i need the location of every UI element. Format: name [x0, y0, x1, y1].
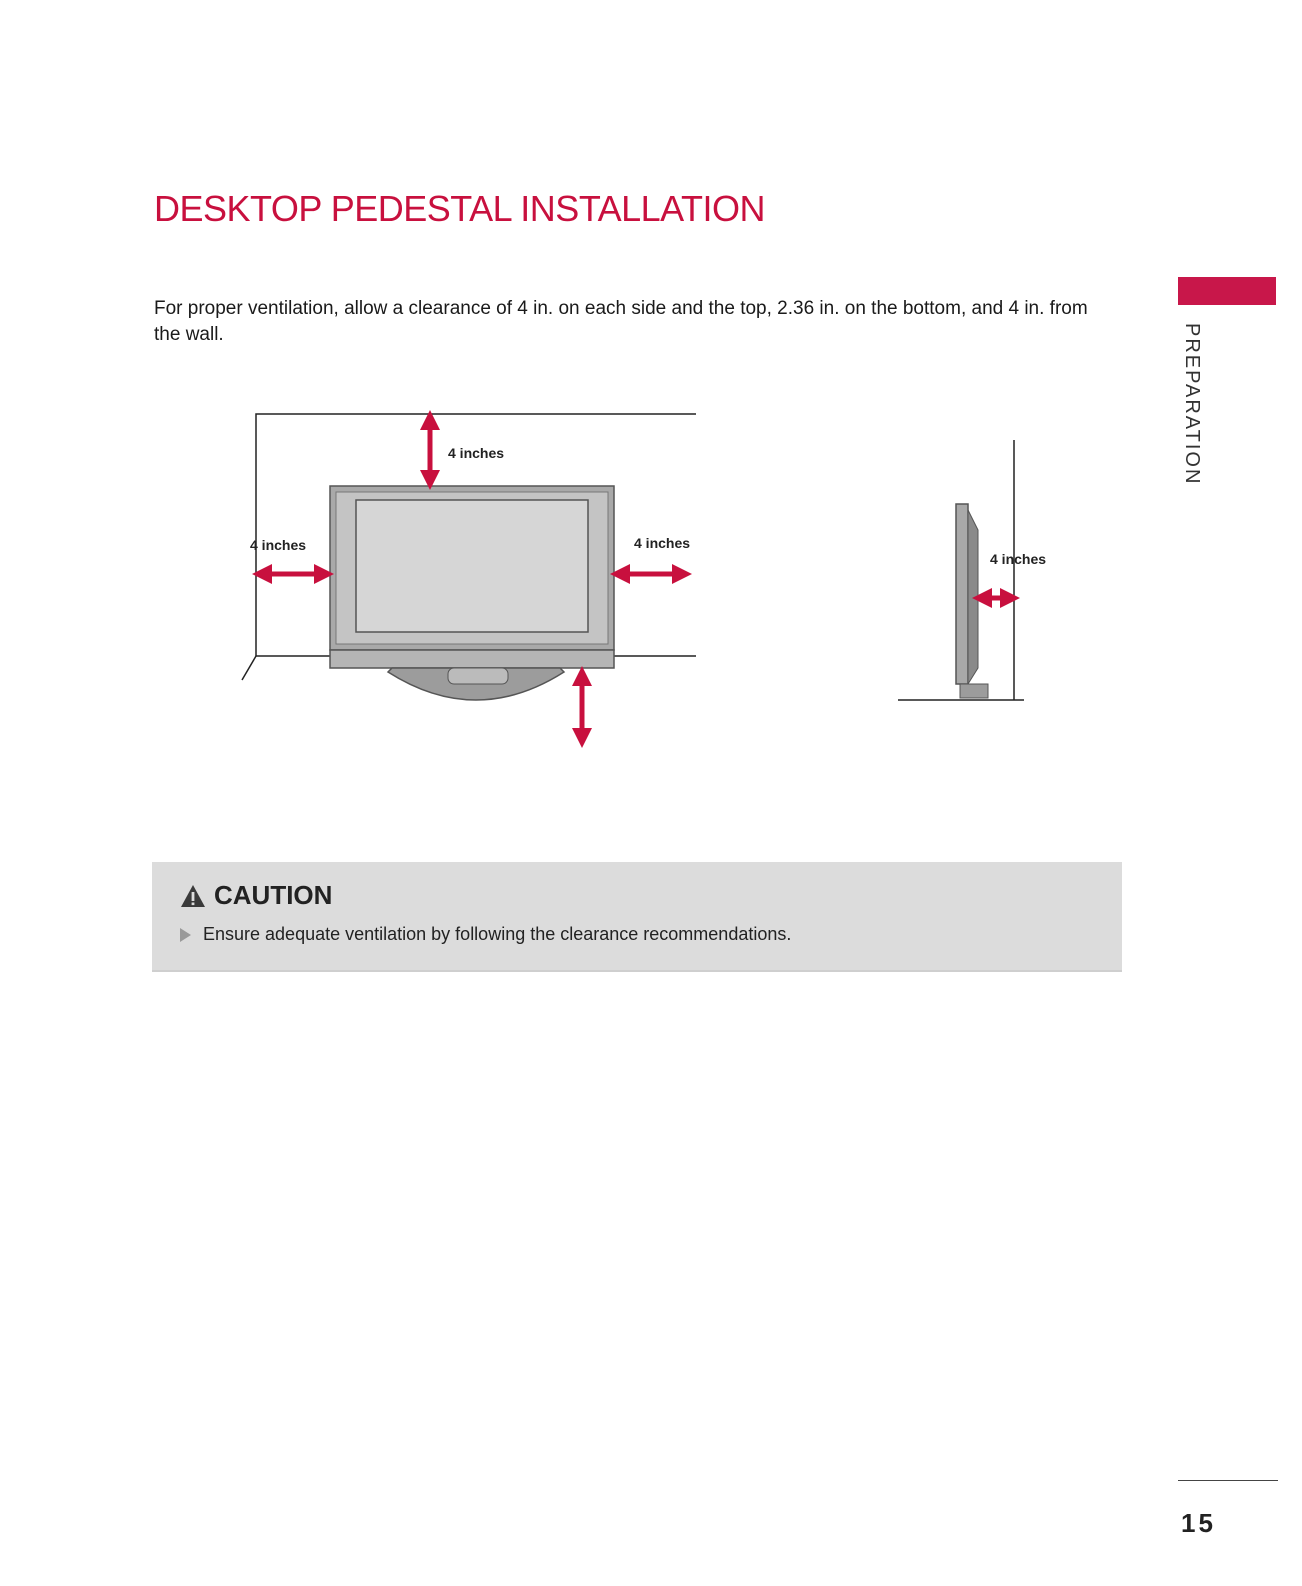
right-clearance-label: 4 inches	[634, 535, 691, 551]
bullet-arrow-icon	[180, 928, 191, 942]
footer-rule	[1178, 1480, 1278, 1481]
page-number: 15	[1181, 1508, 1216, 1538]
intro-paragraph: For proper ventilation, allow a clearance of 4 in. on each side and the top, 2.36 in. on the bottom, and 4 in. from the wall.	[154, 298, 1088, 345]
warning-triangle-icon	[180, 884, 206, 908]
caution-item-text: Ensure adequate ventilation by following the clearance recommendations.	[203, 924, 792, 944]
top-clearance-label: 4 inches	[448, 445, 505, 461]
caution-header	[180, 880, 332, 911]
tv-side-illustration	[898, 440, 1024, 700]
section-label: PREPARATION	[1181, 323, 1203, 486]
caution-item	[180, 924, 791, 945]
left-clearance-label: 4 inches	[250, 537, 307, 553]
tv-front-illustration	[330, 486, 614, 700]
wall-clearance-label: 4 inches	[990, 551, 1047, 567]
caution-title: CAUTION	[214, 880, 333, 910]
caution-box	[152, 862, 1122, 972]
page-title: DESKTOP PEDESTAL INSTALLATION	[154, 188, 766, 229]
